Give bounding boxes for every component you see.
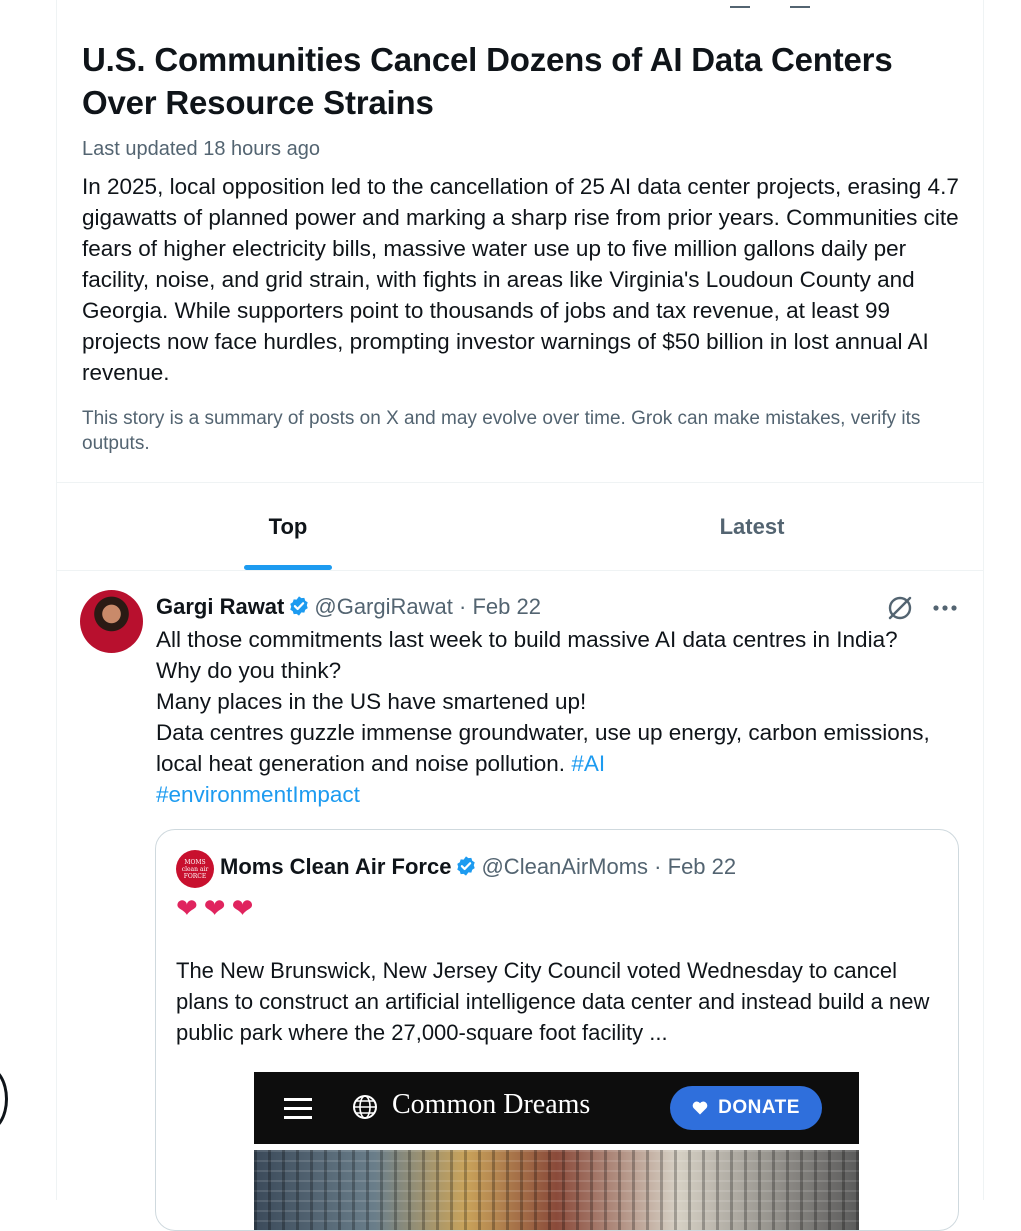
story-updated-time: Last updated 18 hours ago: [82, 138, 320, 160]
site-brand[interactable]: Common Dreams: [392, 1089, 591, 1120]
post-text-line: Many places in the US have smartened up!: [156, 689, 587, 714]
hashtag-link[interactable]: #AI: [571, 751, 606, 776]
share-icon[interactable]: [790, 0, 810, 8]
post-text-line: Why do you think?: [156, 658, 342, 683]
quote-avatar[interactable]: MOMS clean air FORCE: [176, 850, 214, 888]
verified-badge-icon: [455, 855, 477, 877]
tab-top[interactable]: [56, 484, 520, 570]
avatar[interactable]: [80, 590, 143, 653]
tab-top-label: Top: [268, 514, 308, 539]
column-border-left: [56, 0, 57, 1200]
globe-icon: [352, 1094, 378, 1120]
donate-label: DONATE: [718, 1097, 800, 1118]
hashtag-link[interactable]: #environmentImpact: [156, 782, 360, 807]
story-title: U.S. Communities Cancel Dozens of AI Data Centers Over Resource Strains: [82, 41, 893, 121]
divider: [56, 570, 984, 571]
article-header-bar: [254, 1072, 859, 1144]
post-actions: [886, 594, 958, 622]
post-header: [156, 592, 541, 622]
feed-tabs: [56, 484, 984, 570]
more-options-icon[interactable]: [932, 603, 958, 613]
post-text-line-content: Data centres guzzle immense groundwater, use up energy, carbon emissions, local heat generation and noise pollution.: [156, 720, 930, 776]
left-edge-button-fragment[interactable]: [0, 1066, 8, 1132]
tab-latest[interactable]: [520, 484, 984, 570]
quote-date[interactable]: Feb 22: [667, 854, 737, 879]
quoted-post[interactable]: [155, 829, 959, 1231]
author-handle[interactable]: @GargiRawat: [314, 594, 453, 619]
grok-icon[interactable]: [886, 594, 914, 622]
quote-author-handle[interactable]: @CleanAirMoms: [481, 854, 649, 879]
quote-author-name[interactable]: Moms Clean Air Force: [220, 854, 452, 879]
divider: [56, 482, 984, 483]
story-disclaimer: This story is a summary of posts on X and may evolve over time. Grok can make mistakes, verify its outputs.: [82, 408, 921, 454]
story-body: In 2025, local opposition led to the cancellation of 25 AI data center projects, erasing 4.7 gigawatts of planned power and marking a sharp rise from prior years. Communities cite fears of higher electricity bills, massive water use up to five million gallons daily per facility, noise, and grid strain, with fights in areas like Virginia's Loudoun County and Georgia. While supporters point to thousands of jobs and tax revenue, at least 99 projects now face hurdles, prompting investor warnings of $50 billion in lost annual AI revenue.: [82, 174, 959, 385]
heart-emojis: ❤❤❤: [176, 893, 260, 923]
quote-text: The New Brunswick, New Jersey City Council voted Wednesday to cancel plans to construct an artificial intelligence data center and instead build a new public park where the 27,000-square foot facility ...: [176, 958, 930, 1045]
quote-header: [220, 852, 736, 882]
article-preview[interactable]: [254, 1072, 859, 1231]
donate-button[interactable]: [670, 1086, 822, 1130]
article-image: [254, 1150, 859, 1231]
post-date[interactable]: Feb 22: [472, 594, 541, 619]
story-summary: [82, 38, 967, 456]
top-action-icons-cutoff: [730, 0, 810, 8]
separator-dot: ·: [648, 854, 668, 879]
hamburger-menu-icon[interactable]: [284, 1098, 312, 1118]
tab-latest-label: Latest: [719, 514, 785, 539]
author-name[interactable]: Gargi Rawat: [156, 594, 285, 619]
column-border-right: [983, 0, 984, 1200]
post-text-line: [156, 779, 966, 810]
heart-icon: [692, 1101, 708, 1115]
post-text-line: [156, 717, 966, 779]
post-text-line: All those commitments last week to build massive AI data centres in India?: [156, 627, 898, 652]
separator-dot: ·: [452, 594, 473, 619]
post-text: [156, 624, 966, 810]
bookmark-icon[interactable]: [730, 0, 750, 8]
verified-badge-icon: [288, 595, 310, 617]
